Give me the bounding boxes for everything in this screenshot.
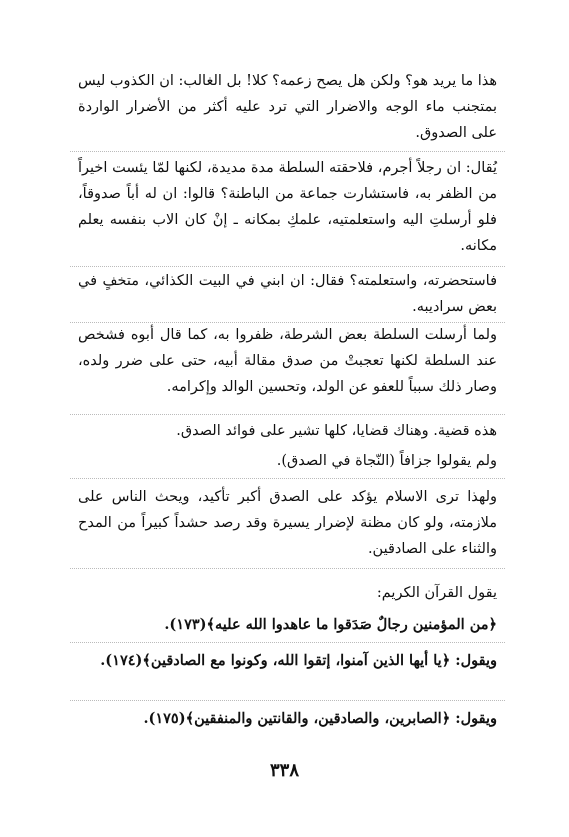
paragraph-1: هذا ما يريد هو؟ ولكن هل يصح زعمه؟ كلا! بل الغالب: ان الكذوب ليس بمتجنب ماء الوجه والاضرار التي ترد عليه أكثر من الأضرار الواردة على الصدوق. (78, 73, 497, 141)
paragraph-divider (70, 568, 505, 569)
quran-verse-3: ويقول: ﴿الصابرين، والصادقين، والقانتين والمنفقين﴾(١٧٥). (143, 710, 497, 727)
paragraph-2: يُقال: ان رجلاً أجرم، فلاحقته السلطة مدة مديدة، لكنها لمّا يئست اخيراً من الظفر به، فاستشارت جماعة من الباطنة؟ قالوا: ان له أباً صدوقاً، فلو أرسلتِ اليه واستعلمتيه، علمكِ بمكانه ـ إنْ كان الاب بنفسه يعلم مكانه. (78, 160, 497, 254)
paragraph-divider (70, 478, 505, 479)
quran-verse-2: ويقول: ﴿يا أيها الذين آمنوا، إتقوا الله، وكونوا مع الصادقين﴾(١٧٤). (100, 652, 497, 669)
paragraph-7: ولهذا ترى الاسلام يؤكد على الصدق أكبر تأكيد، ويحث الناس على ملازمته، ولو كان مظنة لإضرار يسيرة وقد رصد حشداً كبيراً من المدح والثناء على الصادقين. (78, 489, 497, 557)
paragraph-divider (70, 151, 505, 152)
paragraph-6: ولم يقولوا جزافاً (النّجاة في الصدق). (276, 453, 497, 469)
paragraph-8: يقول القرآن الكريم: (376, 585, 497, 601)
paragraph-divider (70, 642, 505, 643)
paragraph-5: هذه قضية. وهناك قضايا، كلها تشير على فوائد الصدق. (176, 423, 497, 439)
quran-verse-1: ﴿من المؤمنين رجالٌ صَدَقوا ما عاهدوا الله عليه﴾(١٧٣). (164, 616, 497, 633)
paragraph-3: فاستحضرته، واستعلمته؟ فقال: ان ابني في البيت الكذائي، متخفٍ في بعض سراديبه. (78, 273, 497, 315)
paragraph-divider (70, 266, 505, 267)
paragraph-divider (70, 414, 505, 415)
paragraph-divider (70, 700, 505, 701)
page-number: ٣٣٨ (269, 760, 299, 781)
paragraph-4: ولما أرسلت السلطة بعض الشرطة، ظفروا به، كما قال أبوه فشخص عند السلطة لكنها تعجبتْ من صدق مقالة أبيه، حتى على ضرر ولده، وصار ذلك سبباً للعفو عن الولد، وتحسين الوالد وإكرامه. (78, 327, 497, 395)
